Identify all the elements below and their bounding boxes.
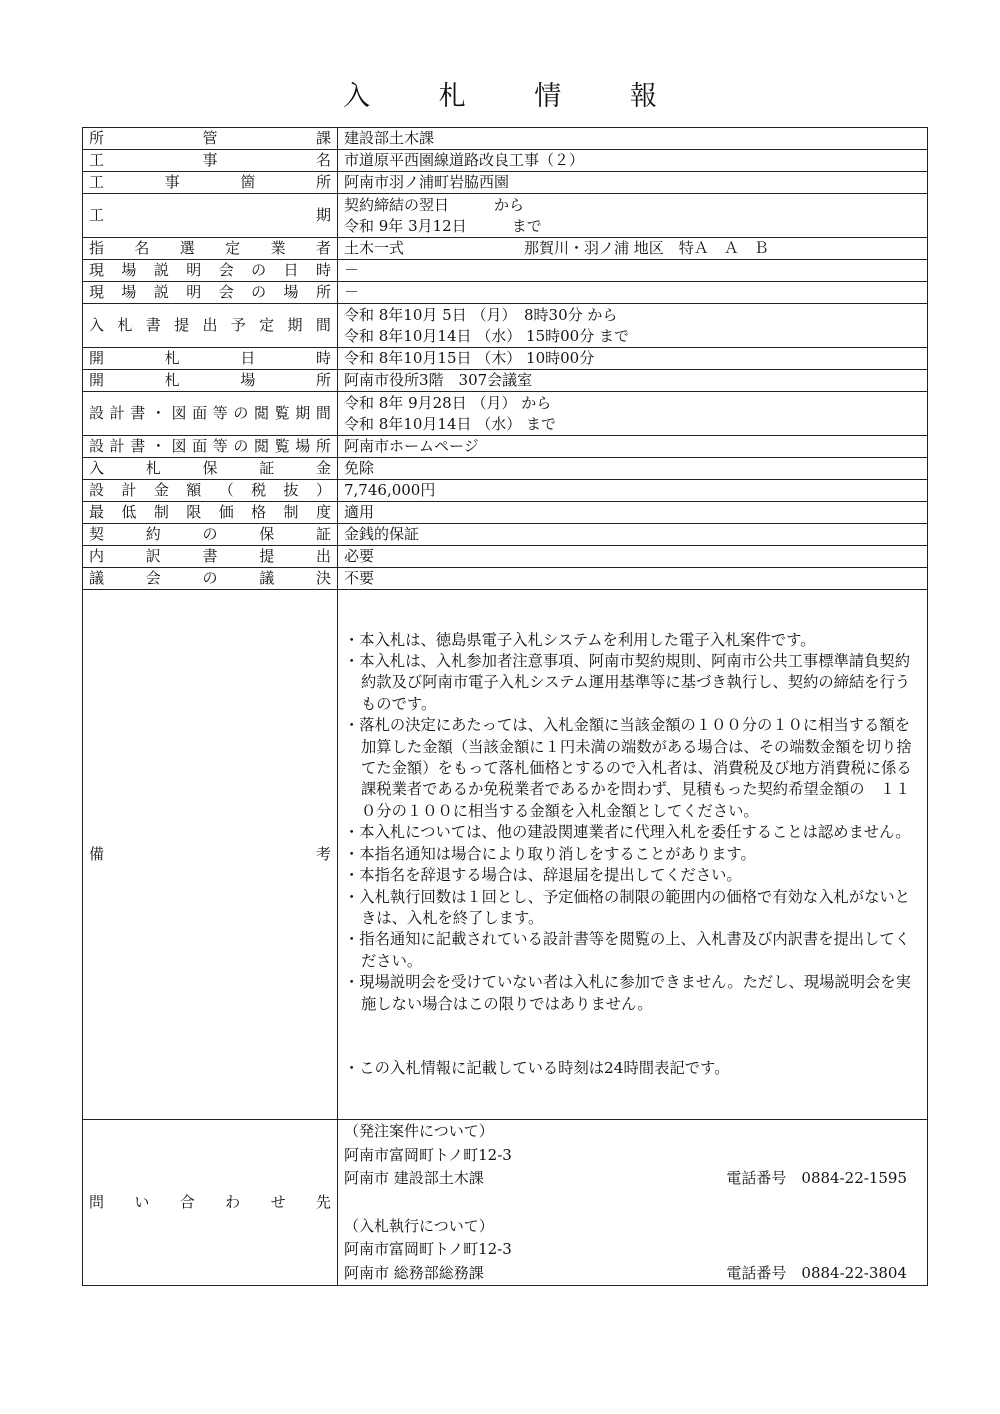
contact-address: 阿南市富岡町トノ町12-3 [344,1240,512,1258]
label-text: 現 場 説 明 会 の 場 所 [89,283,331,301]
contact-address: 阿南市富岡町トノ町12-3 [344,1145,512,1164]
label-text: 開 札 日 時 [89,349,331,367]
row-label [83,194,338,238]
label-text: 指 名 選 定 業 者 [89,239,331,257]
value-text: 市道原平西園線道路改良工事（２） [344,151,585,169]
row-value [338,370,928,392]
row-label [83,480,338,502]
label-text: 開 札 場 所 [89,371,331,389]
row-value [338,128,928,150]
label-text: 議 会 の 議 決 [89,569,331,587]
table-row [83,348,928,370]
row-label [83,524,338,546]
table-row [83,150,928,172]
row-label [83,282,338,304]
table-row [83,304,928,348]
value-line: 令和 8年10月14日 （水） 15時00分 まで [344,326,629,345]
value-text: 金銭的保証 [344,525,420,543]
row-label [83,370,338,392]
row-label [83,172,338,194]
row-value [338,238,928,260]
table-row [83,370,928,392]
label-text: 設 計 金 額 （ 税 抜 ） [89,481,331,499]
row-label [83,128,338,150]
remark-item: ・この入札情報に記載している時刻は24時間表記です。 [344,1058,730,1077]
value-text: 阿南市ホームページ [344,437,479,455]
remark-item: ・本指名を辞退する場合は、辞退届を提出してください。 [344,866,742,885]
value-text: 阿南市羽ノ浦町岩脇西園 [344,173,510,191]
table-row [83,172,928,194]
row-value [338,524,928,546]
label-text: 現 場 説 明 会 の 日 時 [89,261,331,279]
bid-info-table [82,127,928,1286]
label-text: 設 計 書 ・ 図 面 等 の 閲 覧 期 間 [89,404,331,422]
row-value [338,480,928,502]
value-text: 不要 [344,569,375,587]
remark-item: ・入札執行回数は１回とし、予定価格の制限の範囲内の価格で有効な入札がないときは、入札を終了します。 [344,887,910,927]
row-label [83,436,338,458]
page-title: 入 札 情 報 [343,81,687,112]
remarks-label [83,590,338,1120]
row-value [338,348,928,370]
value-text: 阿南市役所3階 307会議室 [344,371,533,389]
table-row [83,282,928,304]
remark-item: ・落札の決定にあたっては、入札金額に当該金額の１００分の１０に相当する額を加算した金額（当該金額に１円未満の端数がある場合は、その端数金額を切り捨てた金額）をもって落札価格とするので入札者は、消費税及び地方消費税に係る課税業者であるか免税業者であるかを問わず、見積もった契約希望金額の １１０分の１００に相当する金額を入札金額としてください。 [344,716,912,820]
row-value [338,458,928,480]
row-value [338,392,928,436]
value-text: － [344,283,360,301]
table-row [83,260,928,282]
row-value [338,282,928,304]
row-value [338,172,928,194]
table-row [83,436,928,458]
label-text: 設 計 書 ・ 図 面 等 の 閲 覧 場 所 [89,437,331,455]
remark-item: ・現場説明会を受けていない者は入札に参加できません。ただし、現場説明会を実施しない場合はこの限りではありません。 [344,973,911,1013]
row-value [338,304,928,348]
label-text: 所 管 課 [89,129,331,147]
label-text: 内 訳 書 提 出 [89,547,331,565]
contact-heading: （入札執行について） [344,1216,494,1235]
label-text: 工 期 [89,206,331,224]
label-text: 契 約 の 保 証 [89,525,331,543]
contact-phone: 電話番号 0884-22-1595 [726,1169,907,1187]
row-label [83,260,338,282]
row-value [338,194,928,238]
value-text: 7,746,000円 [344,481,436,499]
row-label [83,304,338,348]
value-line: 令和 8年10月 5日 （月） 8時30分 から [344,305,618,324]
row-value [338,260,928,282]
table-row [83,480,928,502]
label-text: 問 い 合 わ せ 先 [89,1193,331,1211]
remark-item: ・本入札は、入札参加者注意事項、阿南市契約規則、阿南市公共工事標準請負契約約款及び阿南市電子入札システム運用基準等に基づき執行し、契約の締結を行うものです。 [344,652,911,713]
table-row [83,546,928,568]
remark-item: ・本指名通知は場合により取り消しをすることがあります。 [344,844,756,863]
value-line: 令和 9年 3月12日 まで [344,216,542,235]
row-label [83,238,338,260]
contact-heading: （発注案件について） [344,1122,494,1140]
row-label [83,348,338,370]
row-label [83,458,338,480]
label-text: 工 事 名 [89,151,331,169]
row-value [338,568,928,590]
label-text: 最 低 制 限 価 格 制 度 [89,503,331,521]
table-row [83,458,928,480]
value-text: 令和 8年10月15日 （木） 10時00分 [344,349,595,367]
row-label [83,392,338,436]
row-label [83,568,338,590]
row-value [338,150,928,172]
row-label [83,150,338,172]
table-row [83,194,928,238]
table-row [83,524,928,546]
row-value [338,436,928,458]
value-line: 令和 8年10月14日 （水） まで [344,414,557,433]
label-text: 入 札 保 証 金 [89,459,331,477]
label-text: 入 札 書 提 出 予 定 期 間 [89,316,331,334]
row-value [338,546,928,568]
value-text: 建設部土木課 [344,129,435,147]
remarks-row [83,590,928,1120]
label-text: 備 考 [89,845,331,863]
label-text: 工 事 箇 所 [89,173,331,191]
remark-item: ・本入札については、他の建設関連業者に代理入札を委任することは認めません。 [344,823,911,842]
contact-details [338,1120,928,1286]
row-label [83,502,338,524]
contact-label [83,1120,338,1286]
remark-item: ・本入札は、徳島県電子入札システムを利用した電子入札案件です。 [344,630,816,649]
row-value [338,502,928,524]
value-text: － [344,261,360,279]
value-line: 契約締結の翌日 から [344,195,525,214]
value-text: 土木一式 那賀川・羽ノ浦 地区 特Ａ Ａ Ｂ [344,239,769,257]
contact-row [83,1120,928,1286]
value-line: 令和 8年 9月28日 （月） から [344,393,552,412]
value-text: 必要 [344,547,375,565]
row-label [83,546,338,568]
contact-dept: 阿南市 総務部総務課 [344,1263,484,1282]
contact-phone: 電話番号 0884-22-3804 [726,1263,907,1282]
table-row [83,128,928,150]
value-text: 適用 [344,503,375,521]
contact-dept: 阿南市 建設部土木課 [344,1169,484,1187]
remark-item: ・指名通知に記載されている設計書等を閲覧の上、入札書及び内訳書を提出してください。 [344,930,910,970]
remarks-list [338,590,928,1120]
table-row [83,502,928,524]
table-row [83,238,928,260]
table-row [83,568,928,590]
value-text: 免除 [344,459,375,477]
table-row [83,392,928,436]
